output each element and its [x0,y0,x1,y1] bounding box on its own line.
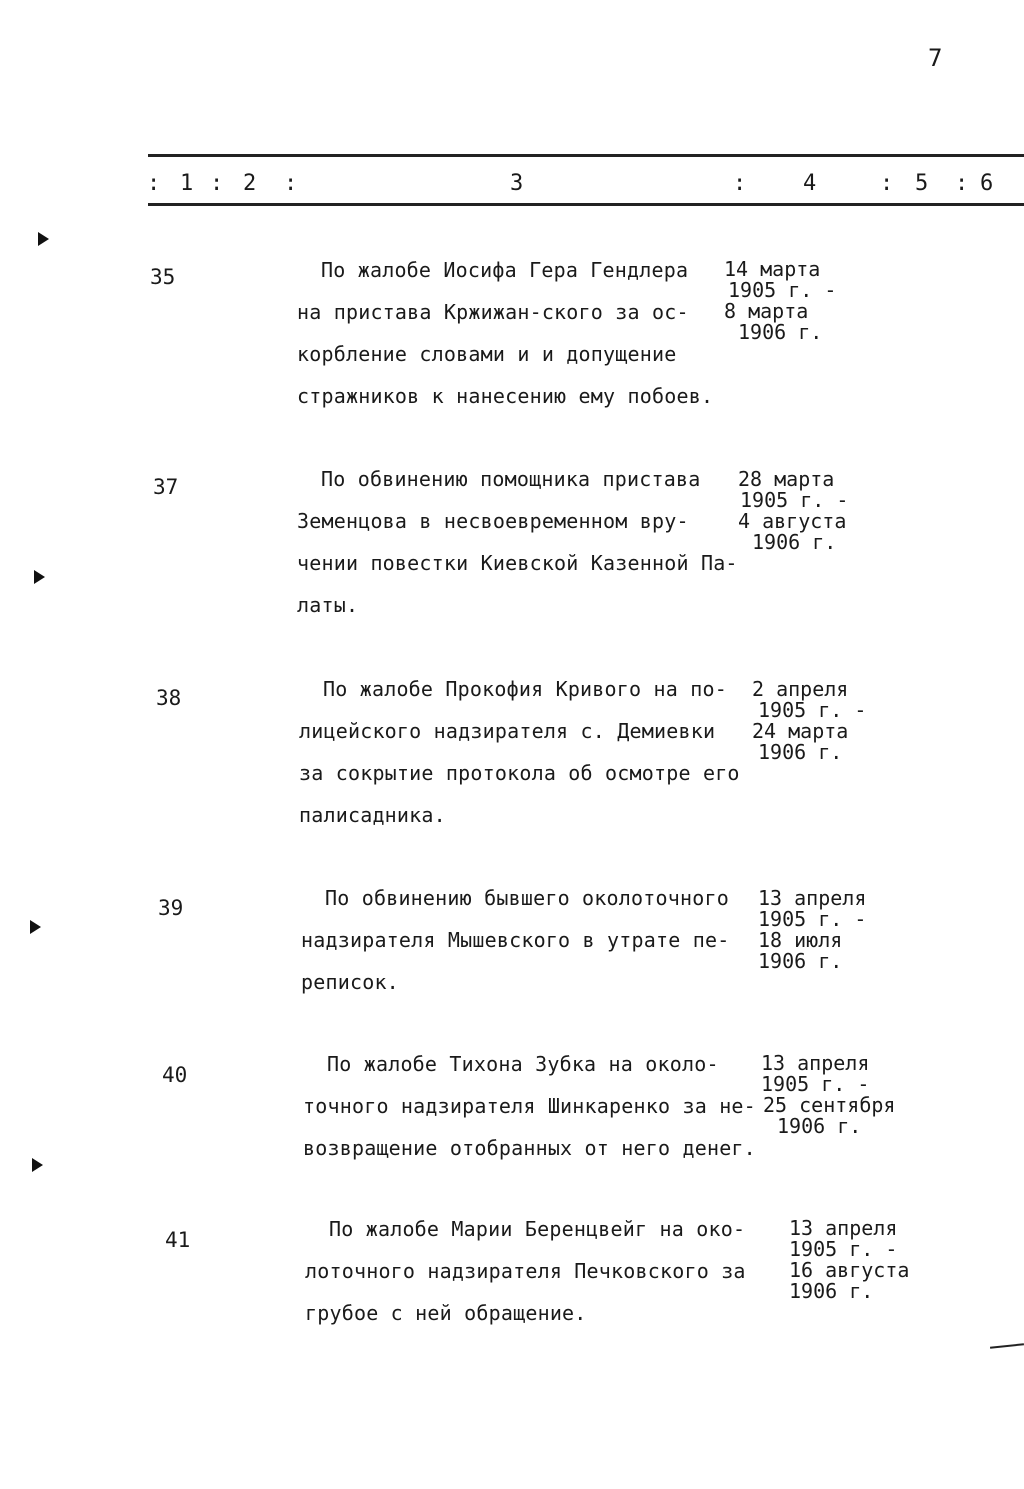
date-end-day: 18 июля [758,928,843,952]
entry-dates [738,469,848,553]
description-line: По жалобе Марии Беренцвейг на око- [329,1217,746,1241]
entry-dates [761,1053,895,1137]
description-line: По жалобе Тихона Зубка на околo- [327,1052,719,1076]
date-end-year: 1906 г. [738,320,823,344]
date-start-year: 1905 г. - [740,488,849,512]
column-separator: : [733,171,747,196]
date-start-day: 28 марта [738,467,835,491]
binding-mark [32,1158,43,1172]
page-edge-line [990,1343,1024,1349]
entry-description [297,458,738,626]
binding-mark [38,232,49,246]
entry-dates [789,1218,909,1302]
column-separator: : [284,171,298,196]
date-end-year: 1906 г. [758,740,843,764]
date-start-day: 13 апреля [789,1216,898,1240]
description-line: возвращение отобранных от него денег. [303,1136,756,1160]
description-line: По жалобе Иосифа Гера Гендлера [321,258,689,282]
date-end-year: 1906 г. [789,1279,874,1303]
column-separator: : [955,171,969,196]
description-line: палисадника. [299,803,446,827]
date-end-year: 1906 г. [752,530,837,554]
entry-number: 37 [153,475,179,499]
entry-dates [724,259,836,343]
column-separator: : [880,171,894,196]
date-start-year: 1905 г. - [728,278,837,302]
date-end-day: 25 сентября [763,1093,896,1117]
date-end-day: 8 марта [724,299,809,323]
date-start-year: 1905 г. - [758,907,867,931]
date-end-year: 1906 г. [777,1114,862,1138]
date-start-day: 13 апреля [758,886,867,910]
description-line: за сокрытие протокола об осмотре его [299,761,740,785]
date-end-day: 16 августа [789,1258,910,1282]
entry-description [297,249,713,417]
description-line: стражников к нанесению ему побоев. [297,384,714,408]
description-line: точного надзирателя Шинкаренко за не- [303,1094,756,1118]
date-start-year: 1905 г. - [789,1237,898,1261]
entry-dates [758,888,866,972]
date-start-day: 13 апреля [761,1051,870,1075]
entry-number: 40 [162,1063,188,1087]
page-number: 7 [928,44,943,72]
column-separator: : [147,171,161,196]
date-start-year: 1905 г. - [761,1072,870,1096]
entry-number: 41 [165,1228,191,1252]
date-end-year: 1906 г. [758,949,843,973]
column-header-2: 2 [243,171,257,196]
entry-number: 38 [156,686,182,710]
description-line: Земенцова в несвоевременном вру- [297,509,689,533]
column-header-1: 1 [180,171,194,196]
description-line: лоточного надзирателя Печковского за [305,1259,746,1283]
description-line: корбление словами и и допущение [297,342,677,366]
column-header-3: 3 [510,171,524,196]
column-header-4: 4 [803,171,817,196]
date-start-day: 2 апреля [752,677,849,701]
description-line: реписок. [301,970,399,994]
column-header-5: 5 [915,171,929,196]
description-line: грубое с ней обращение. [305,1301,587,1325]
entry-number: 39 [158,896,184,920]
description-line: латы. [297,593,359,617]
date-end-day: 24 марта [752,719,849,743]
column-header-6: 6 [980,171,994,196]
column-separator: : [210,171,224,196]
binding-mark [30,920,41,934]
description-line: По обвинению помощника пристава [321,467,701,491]
date-start-year: 1905 г. - [758,698,867,722]
entry-description [299,668,740,836]
description-line: чении повестки Киевской Казенной Па- [297,551,738,575]
header-rule-top [148,154,1024,157]
entry-description [301,877,729,1003]
description-line: По жалобе Прокофия Кривого на по- [323,677,727,701]
description-line: лицейского надзирателя с. Демиевки [299,719,716,743]
description-line: надзирателя Мышевского в утрате пе- [301,928,730,952]
entry-dates [752,679,866,763]
description-line: на пристава Кржижан-ского за ос- [297,300,689,324]
entry-description [303,1043,756,1169]
header-rule-bottom [148,203,1024,206]
entry-number: 35 [150,265,176,289]
binding-mark [34,570,45,584]
date-end-day: 4 августа [738,509,847,533]
date-start-day: 14 марта [724,257,821,281]
description-line: По обвинению бывшего околоточного [325,886,729,910]
entry-description [305,1208,746,1334]
